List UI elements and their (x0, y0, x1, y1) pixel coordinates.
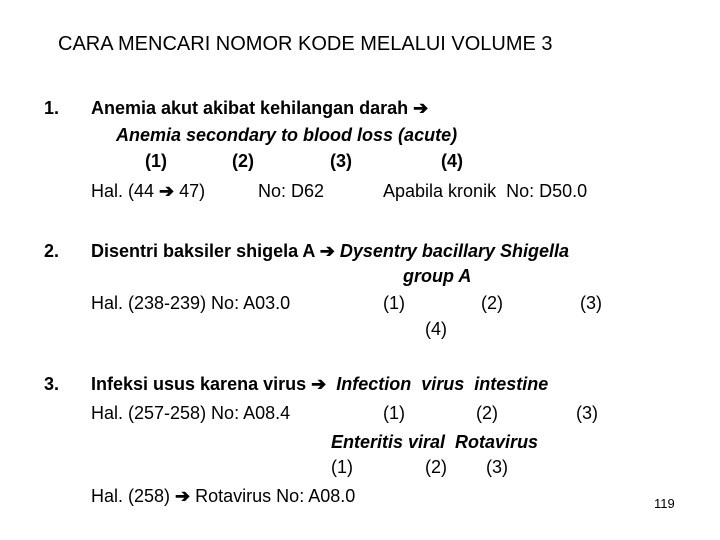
term-marker: (1) (331, 457, 353, 477)
term-marker: (1) (145, 151, 167, 171)
term-marker: (3) (576, 403, 598, 423)
arrow-right-icon: ➔ (319, 241, 335, 261)
term-marker: (3) (330, 151, 352, 171)
code-number: No: D62 (258, 181, 325, 201)
page-reference-end: 47) (179, 181, 206, 201)
page-reference: Hal. (257-258) No: A08.4 (91, 403, 291, 423)
page-reference (91, 180, 205, 202)
final-page-reference (91, 485, 355, 507)
arrow-right-icon: ➔ (311, 374, 327, 394)
english-term: Anemia secondary to blood loss (acute) (116, 125, 458, 145)
note-text: Apabila kronik No: D50.0 (383, 181, 588, 201)
item-heading-text: Disentri baksiler shigela A (91, 241, 315, 261)
term-marker: (2) (476, 403, 498, 423)
term-marker: (4) (441, 151, 463, 171)
term-marker: (3) (580, 293, 602, 313)
item-heading (91, 373, 548, 395)
page-number: 119 (654, 496, 675, 511)
arrow-right-icon: ➔ (159, 181, 175, 201)
item-number: 1. (44, 98, 60, 118)
page-reference-start: Hal. (44 (91, 181, 155, 201)
term-marker: (1) (383, 403, 405, 423)
term-marker: (3) (486, 457, 508, 477)
sub-english-term: Enteritis viral Rotavirus (331, 432, 539, 452)
english-term-continued: group A (403, 266, 472, 286)
item-number: 2. (44, 241, 60, 261)
item-heading (91, 97, 428, 119)
english-term: Dysentry bacillary Shigella (339, 241, 569, 261)
page-title: CARA MENCARI NOMOR KODE MELALUI VOLUME 3 (58, 33, 553, 55)
final-reference-start: Hal. (258) (91, 486, 171, 506)
arrow-right-icon: ➔ (413, 98, 429, 118)
page-reference: Hal. (238-239) No: A03.0 (91, 293, 291, 313)
item-number: 3. (44, 374, 60, 394)
term-marker: (2) (232, 151, 254, 171)
item-heading (91, 240, 569, 262)
term-marker: (4) (425, 319, 447, 339)
term-marker: (2) (481, 293, 503, 313)
term-marker: (2) (425, 457, 447, 477)
final-reference-end: Rotavirus No: A08.0 (195, 486, 356, 506)
item-heading-text: Infeksi usus karena virus (91, 374, 307, 394)
item-heading-text: Anemia akut akibat kehilangan darah (91, 98, 409, 118)
term-marker: (1) (383, 293, 405, 313)
english-term: Infection virus intestine (336, 374, 549, 394)
arrow-right-icon: ➔ (175, 486, 191, 506)
